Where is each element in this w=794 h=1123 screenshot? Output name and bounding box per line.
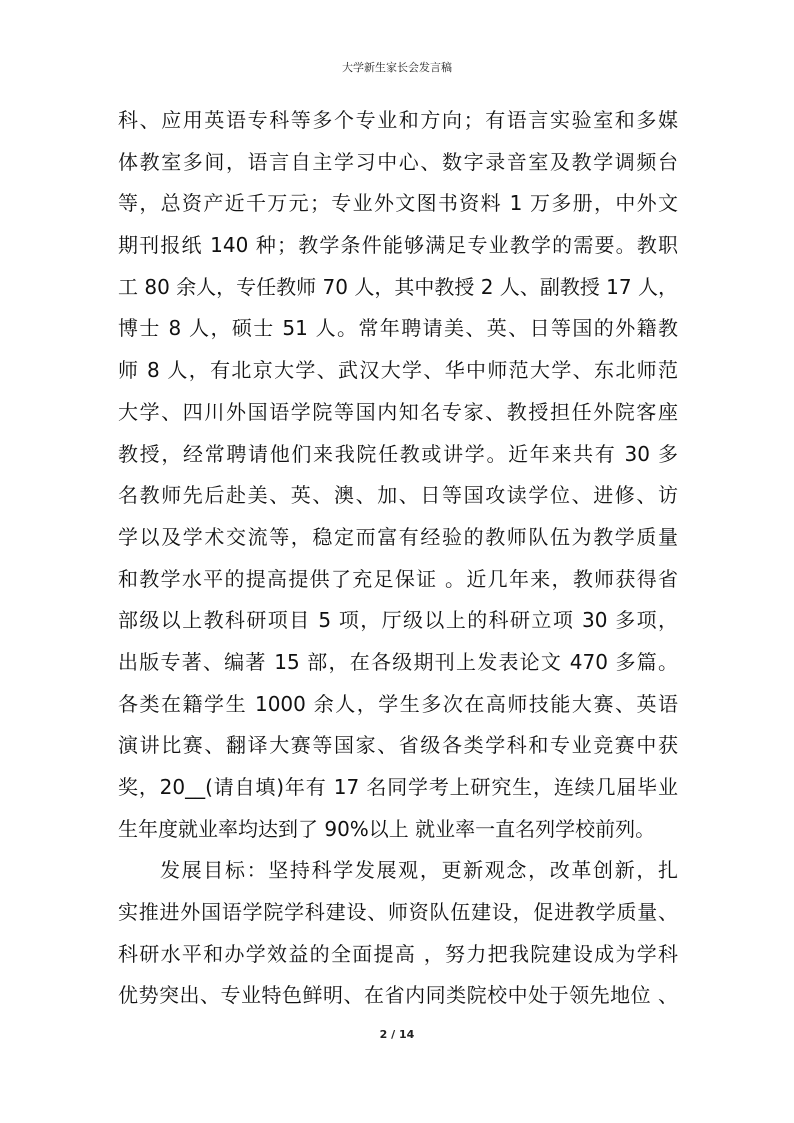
text-line: 优势突出、专业特色鲜明、在省内同类院校中处于领先地位 、 — [118, 983, 678, 1008]
text-line: 学以及学术交流等，稳定而富有经验的教师队伍为教学质量 — [118, 524, 678, 549]
text-line: 奖，20__(请自填)年有 17 名同学考上研究生，连续几届毕业 — [118, 775, 678, 799]
text-line: 博士 8 人，硕士 51 人。常年聘请美、英、日等国的外籍教 — [118, 316, 678, 341]
page-header: 大学新生家长会发言稿 — [342, 61, 452, 74]
text-line: 大学、四川外国语学院等国内知名专家、教授担任外院客座 — [118, 399, 678, 424]
text-line: 部级以上教科研项目 5 项，厅级以上的科研立项 30 多项， — [118, 608, 678, 633]
body-text — [118, 100, 678, 1017]
text-line: 工 80 余人，专任教师 70 人，其中教授 2 人、副教授 17 人， — [118, 274, 678, 299]
text-line: 等，总资产近千万元；专业外文图书资料 1 万多册，中外文 — [118, 191, 678, 216]
text-line: 科研水平和办学效益的全面提高 ，努力把我院建设成为学科 — [118, 941, 678, 966]
text-line: 生年度就业率均达到了 90%以上 就业率一直名列学校前列。 — [118, 816, 656, 841]
text-line: 教授，经常聘请他们来我院任教或讲学。近年来共有 30 多 — [118, 441, 678, 466]
text-line: 体教室多间，语言自主学习中心、数字录音室及教学调频台 — [118, 149, 678, 174]
text-line: 实推进外国语学院学科建设、师资队伍建设，促进教学质量、 — [118, 900, 678, 925]
text-line: 期刊报纸 140 种；教学条件能够满足专业教学的需要。教职 — [118, 233, 678, 258]
text-line: 和教学水平的提高提供了充足保证 。近几年来，教师获得省 — [118, 566, 678, 591]
text-line: 名教师先后赴美、英、澳、加、日等国攻读学位、进修、访 — [118, 483, 678, 508]
text-line: 出版专著、编著 15 部，在各级期刊上发表论文 470 多篇。 — [118, 649, 678, 674]
text-line: 发展目标：坚持科学发展观，更新观念，改革创新，扎 — [160, 858, 678, 883]
text-line: 师 8 人，有北京大学、武汉大学、华中师范大学、东北师范 — [118, 358, 678, 383]
text-line: 演讲比赛、翻译大赛等国家、省级各类学科和专业竞赛中获 — [118, 733, 678, 758]
text-line: 各类在籍学生 1000 余人，学生多次在高师技能大赛、英语 — [118, 691, 678, 716]
text-line: 科、应用英语专科等多个专业和方向；有语言实验室和多媒 — [118, 108, 678, 132]
page-number: 2 / 14 — [379, 1028, 415, 1041]
